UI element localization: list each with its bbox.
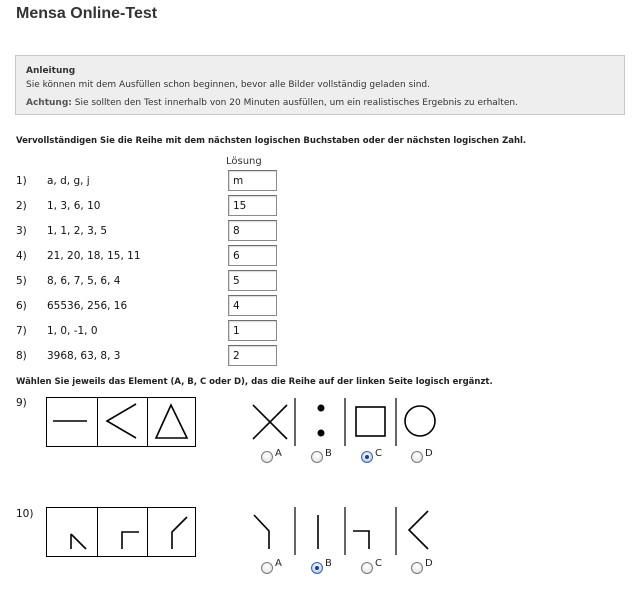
section2-instruction: Wählen Sie jeweils das Element (A, B, C oder D), das die Reihe auf der linken Seite logisch ergänzt. [16, 377, 493, 387]
option-label-9-b: B [325, 448, 332, 459]
option-c-square-shape [356, 407, 385, 436]
radio-9-c[interactable] [361, 451, 373, 463]
option-a-bent-line-shape [254, 515, 269, 549]
hook-shape-1 [47, 508, 95, 555]
option-label-9-a: A [275, 448, 282, 459]
question-row-1 [0, 170, 640, 192]
answer-input-4[interactable] [228, 245, 277, 266]
question-number: 6) [16, 300, 27, 312]
answer-input-6[interactable] [228, 295, 277, 316]
question-row-3 [0, 220, 640, 242]
radio-10-b[interactable] [311, 562, 323, 574]
page-title: Mensa Online-Test [16, 5, 158, 22]
solution-column-header: Lösung [226, 156, 262, 167]
question-sequence: 3968, 63, 8, 3 [47, 350, 121, 362]
warning-text [26, 98, 518, 108]
answer-input-7[interactable] [228, 320, 277, 341]
section1-instruction: Vervollständigen Sie die Reihe mit dem nächsten logischen Buchstaben oder der nächsten logischen Zahl. [16, 136, 527, 146]
question-number: 3) [16, 225, 27, 237]
radio-9-b[interactable] [311, 451, 323, 463]
answer-input-5[interactable] [228, 270, 277, 291]
radio-10-c[interactable] [361, 562, 373, 574]
horizontal-line-shape [47, 398, 95, 445]
option-b-dot-bottom [318, 430, 325, 437]
question-row-8 [0, 345, 640, 367]
figure-question-number: 10) [16, 508, 34, 520]
instructions-text: Sie können mit dem Ausfüllen schon beginnen, bevor alle Bilder vollständig geladen sind. [26, 80, 430, 90]
sequence-cell-triangle [147, 398, 197, 446]
question-number: 8) [16, 350, 27, 362]
triangle-shape [148, 398, 196, 445]
option-b-dot-top [318, 405, 325, 412]
question-sequence: 21, 20, 18, 15, 11 [47, 250, 141, 262]
figure-sequence-10 [46, 507, 196, 557]
question-sequence: 1, 0, -1, 0 [47, 325, 98, 337]
option-shapes-9 [245, 397, 445, 447]
question-number: 2) [16, 200, 27, 212]
radio-10-d[interactable] [411, 562, 423, 574]
option-label-9-d: D [425, 448, 433, 459]
radio-9-a[interactable] [261, 451, 273, 463]
answer-input-8[interactable] [228, 345, 277, 366]
instructions-heading: Anleitung [26, 66, 76, 76]
answer-input-2[interactable] [228, 195, 277, 216]
question-sequence: 1, 3, 6, 10 [47, 200, 101, 212]
question-row-6 [0, 295, 640, 317]
radio-9-d[interactable] [411, 451, 423, 463]
option-shapes-10 [245, 506, 445, 556]
sequence-cell-hook-3 [147, 508, 197, 556]
sequence-cell-hook-1 [47, 508, 97, 556]
hook-shape-2 [98, 508, 146, 555]
sequence-cell-hook-2 [97, 508, 147, 556]
option-d-circle-shape [405, 406, 435, 436]
question-sequence: 65536, 256, 16 [47, 300, 128, 312]
question-number: 7) [16, 325, 27, 337]
answer-input-1[interactable] [228, 170, 277, 191]
option-c-corner-shape [353, 531, 369, 549]
question-sequence: a, d, g, j [47, 175, 90, 187]
question-sequence: 1, 1, 2, 3, 5 [47, 225, 108, 237]
question-row-4 [0, 245, 640, 267]
question-sequence: 8, 6, 7, 5, 6, 4 [47, 275, 121, 287]
sequence-cell-horizontal-line [47, 398, 97, 446]
option-label-10-a: A [275, 558, 282, 569]
option-d-angle-shape [409, 511, 428, 549]
question-number: 1) [16, 175, 27, 187]
question-row-7 [0, 320, 640, 342]
option-label-9-c: C [375, 448, 382, 459]
question-number: 4) [16, 250, 27, 262]
hook-shape-3 [148, 508, 196, 555]
radio-10-a[interactable] [261, 562, 273, 574]
instructions-box [15, 55, 625, 115]
option-label-10-c: C [375, 558, 382, 569]
figure-question-number: 9) [16, 397, 27, 409]
question-row-5 [0, 270, 640, 292]
figure-sequence-9 [46, 397, 196, 447]
option-label-10-d: D [425, 558, 433, 569]
question-number: 5) [16, 275, 27, 287]
question-row-2 [0, 195, 640, 217]
warning-label: Achtung: [26, 98, 72, 108]
warning-body: Sie sollten den Test innerhalb von 20 Minuten ausfüllen, um ein realistisches Ergebnis zu erhalten. [71, 98, 518, 108]
angle-shape [98, 398, 146, 445]
sequence-cell-angle [97, 398, 147, 446]
answer-input-3[interactable] [228, 220, 277, 241]
option-label-10-b: B [325, 558, 332, 569]
